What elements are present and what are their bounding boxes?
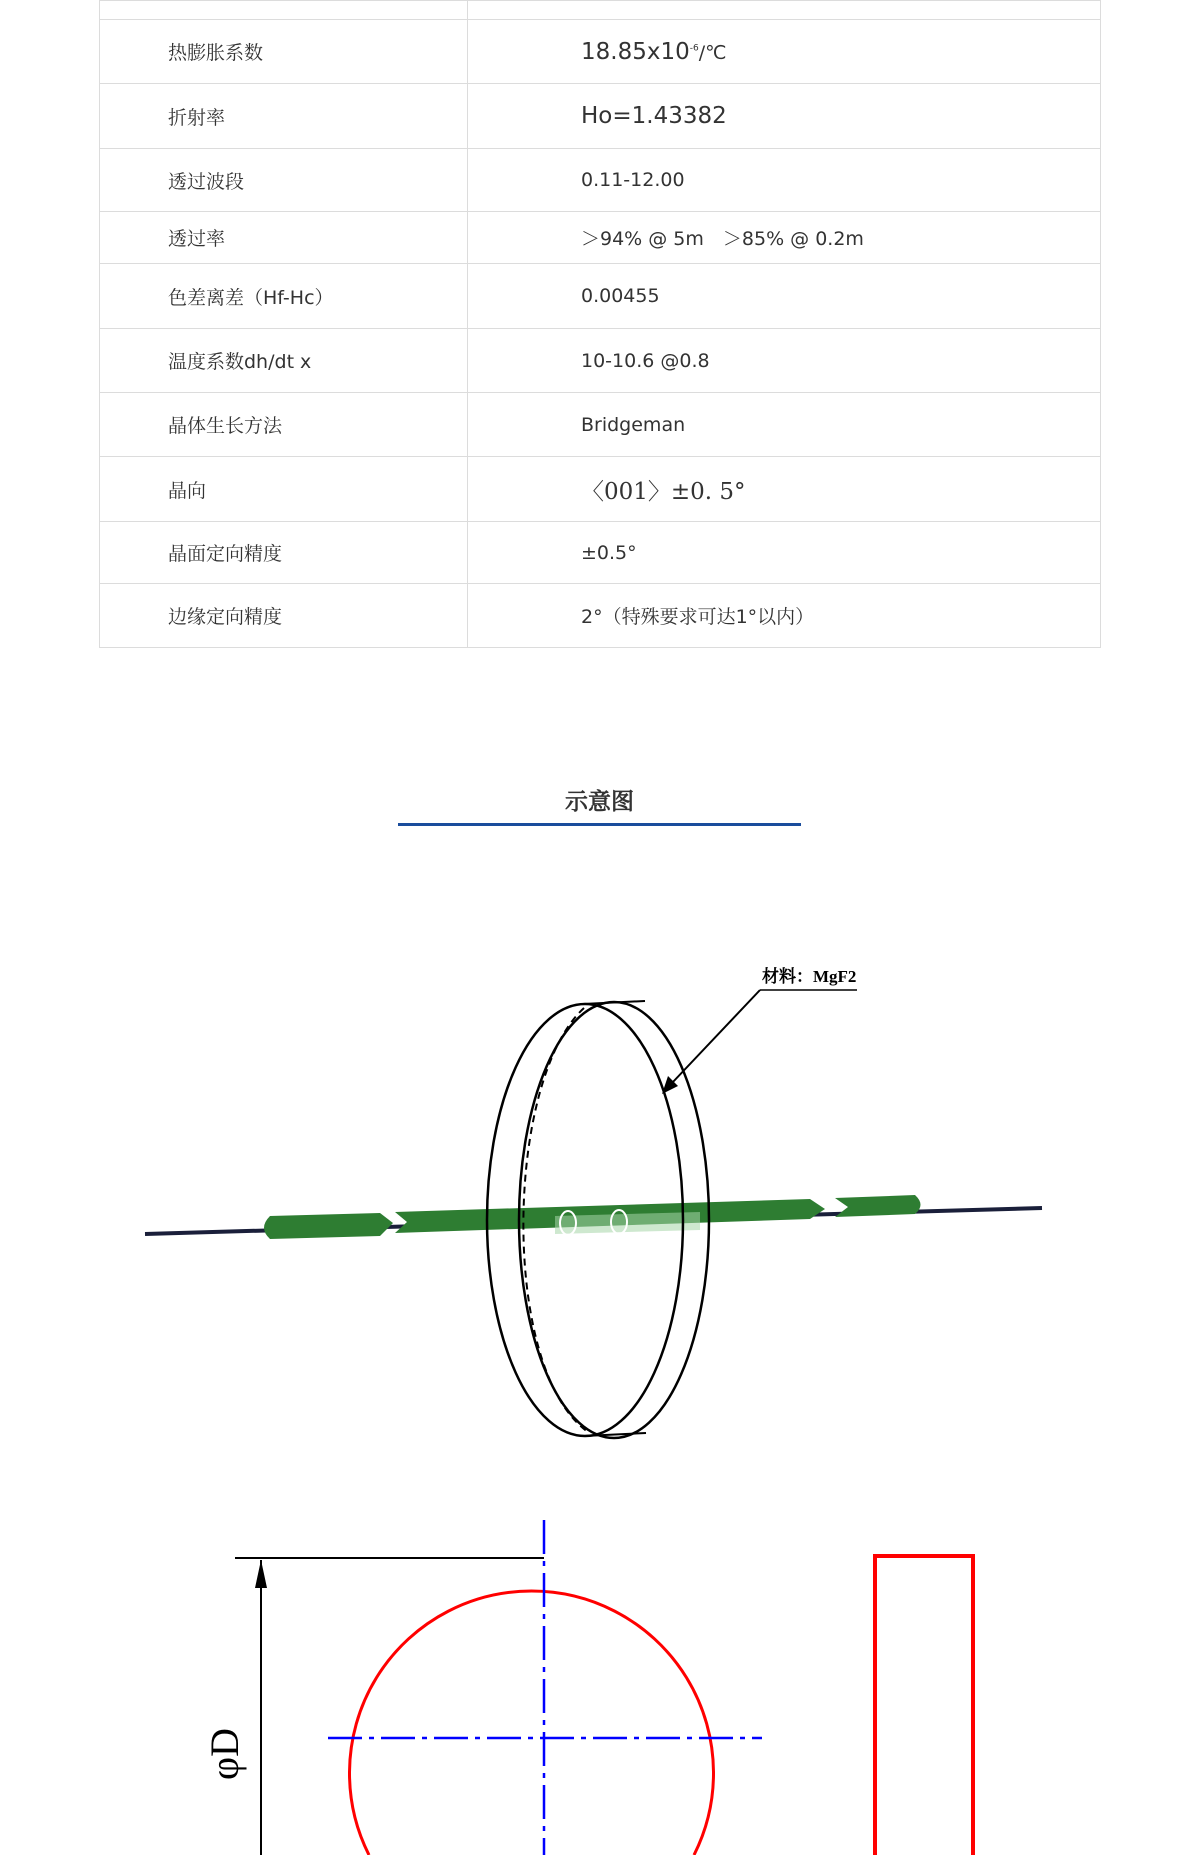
property-name: 边缘定向精度 [100,584,468,648]
red-side-view-rectangle [875,1556,973,1855]
property-value: 2°（特殊要求可达1°以内） [468,584,1101,648]
property-name: 晶向 [100,457,468,522]
property-name: 折射率 [100,84,468,149]
property-name: 温度系数dh/dt x [100,329,468,393]
table-row [100,457,1101,522]
property-value [468,1,1101,20]
red-circle [349,1591,713,1855]
property-value: 0.00455 [468,264,1101,329]
schematic-figure [0,900,1200,1855]
property-value [468,20,1101,84]
property-value: Ho=1.43382 [468,84,1101,149]
beam-segment-left [264,1213,393,1239]
property-value: 〈001〉±0. 5° [468,457,1101,522]
material-leader-line [672,990,760,1083]
table-row [100,264,1101,329]
table-row [100,584,1101,648]
beam-segment-right [835,1195,921,1217]
property-value: Bridgeman [468,393,1101,457]
value-text: 18.85x10 [581,38,690,65]
title-underline [398,823,801,826]
property-name: 晶面定向精度 [100,522,468,584]
table-row [100,149,1101,212]
table-row [100,393,1101,457]
property-value: ±0.5° [468,522,1101,584]
property-name [100,1,468,20]
property-value: 10-10.6 @0.8 [468,329,1101,393]
table-row [100,329,1101,393]
table-row [100,212,1101,264]
dimension-arrow [255,1560,267,1588]
property-name: 透过波段 [100,149,468,212]
table-row [100,20,1101,84]
property-value: 0.11-12.00 [468,149,1101,212]
table-row [100,1,1101,20]
material-label: 材料：MgF2 [762,967,857,986]
section-title: 示意图 [565,789,634,815]
property-name: 透过率 [100,212,468,264]
table-row [100,522,1101,584]
property-value: ＞94% @ 5m ＞85% @ 0.2m [468,212,1101,264]
property-name: 晶体生长方法 [100,393,468,457]
table-row [100,84,1101,149]
value-exponent: -6 [689,42,699,53]
properties-table [99,0,1101,648]
property-name: 热膨胀系数 [100,20,468,84]
diameter-label: φD [202,1728,247,1780]
value-unit: /℃ [698,41,727,64]
property-name: 色差离差（Hf-Hc） [100,264,468,329]
